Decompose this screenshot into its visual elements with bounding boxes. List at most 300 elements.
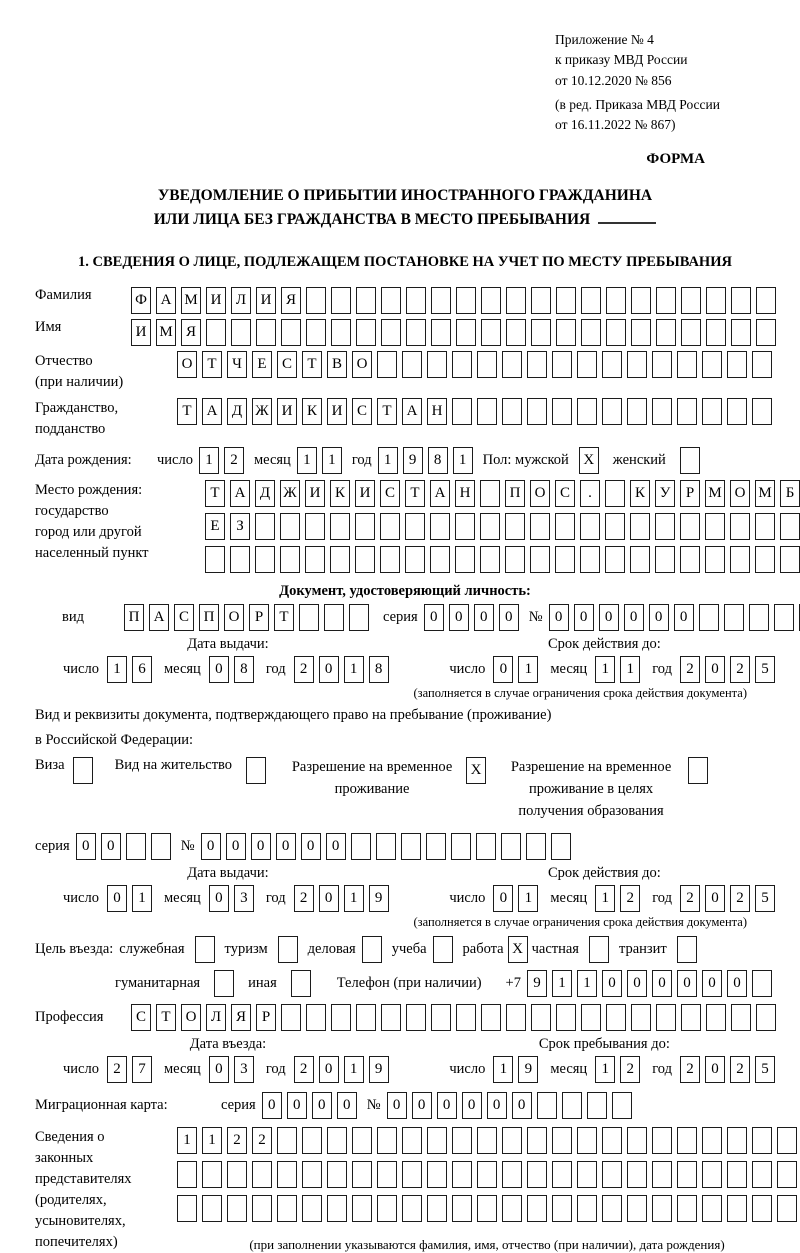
form-cell[interactable]: У (655, 480, 675, 507)
form-cell[interactable] (406, 287, 426, 314)
form-cell[interactable] (481, 319, 501, 346)
form-cell[interactable] (630, 546, 650, 573)
form-cell[interactable] (327, 1195, 347, 1222)
form-cell[interactable] (402, 1195, 422, 1222)
form-cell[interactable]: 0 (107, 885, 127, 912)
form-cell[interactable]: 0 (652, 970, 672, 997)
form-cell[interactable] (731, 287, 751, 314)
form-cell[interactable] (481, 287, 501, 314)
form-cell[interactable] (531, 319, 551, 346)
form-cell[interactable] (231, 319, 251, 346)
form-cell[interactable] (349, 604, 369, 631)
form-cell[interactable] (477, 351, 497, 378)
form-cell[interactable] (699, 604, 719, 631)
form-cell[interactable] (602, 1127, 622, 1154)
form-cell[interactable] (356, 287, 376, 314)
form-cell[interactable] (602, 398, 622, 425)
form-cell[interactable]: 0 (209, 885, 229, 912)
form-cell[interactable]: М (705, 480, 725, 507)
form-cell[interactable]: 0 (705, 1056, 725, 1083)
form-cell[interactable]: 1 (297, 447, 317, 474)
form-cell[interactable] (727, 1127, 747, 1154)
form-cell[interactable] (577, 1195, 597, 1222)
form-cell[interactable] (502, 1127, 522, 1154)
form-cell[interactable]: Л (206, 1004, 226, 1031)
form-cell[interactable] (277, 1161, 297, 1188)
form-cell[interactable]: 0 (262, 1092, 282, 1119)
form-cell[interactable] (506, 1004, 526, 1031)
form-cell[interactable]: 1 (177, 1127, 197, 1154)
form-cell[interactable] (406, 319, 426, 346)
form-cell[interactable]: И (277, 398, 297, 425)
form-cell[interactable] (605, 546, 625, 573)
form-cell[interactable] (777, 1127, 797, 1154)
form-cell[interactable] (380, 546, 400, 573)
form-cell[interactable]: М (156, 319, 176, 346)
form-cell[interactable]: 0 (462, 1092, 482, 1119)
form-cell[interactable] (126, 833, 146, 860)
form-cell[interactable] (476, 833, 496, 860)
form-cell[interactable]: Т (274, 604, 294, 631)
form-cell[interactable]: 9 (369, 885, 389, 912)
form-cell[interactable] (677, 1195, 697, 1222)
form-cell[interactable] (581, 1004, 601, 1031)
form-cell[interactable]: А (430, 480, 450, 507)
form-cell[interactable]: 0 (276, 833, 296, 860)
form-cell[interactable]: И (355, 480, 375, 507)
form-cell[interactable]: 8 (369, 656, 389, 683)
form-cell[interactable]: С (277, 351, 297, 378)
form-cell[interactable] (431, 287, 451, 314)
form-cell[interactable] (655, 513, 675, 540)
form-cell[interactable] (252, 1161, 272, 1188)
form-cell[interactable] (431, 319, 451, 346)
form-cell[interactable] (587, 1092, 607, 1119)
form-cell[interactable] (202, 1161, 222, 1188)
form-cell[interactable]: 1 (620, 656, 640, 683)
form-cell[interactable]: И (206, 287, 226, 314)
form-cell[interactable]: А (202, 398, 222, 425)
form-cell[interactable]: З (230, 513, 250, 540)
form-cell[interactable] (302, 1127, 322, 1154)
form-cell[interactable]: 0 (201, 833, 221, 860)
form-cell[interactable] (627, 1161, 647, 1188)
form-cell[interactable]: 0 (574, 604, 594, 631)
form-cell[interactable] (255, 513, 275, 540)
form-cell[interactable] (252, 1195, 272, 1222)
form-cell[interactable]: И (256, 287, 276, 314)
form-cell[interactable] (655, 546, 675, 573)
form-cell[interactable] (680, 546, 700, 573)
form-cell[interactable]: 0 (312, 1092, 332, 1119)
form-cell[interactable] (427, 351, 447, 378)
form-cell[interactable] (406, 1004, 426, 1031)
form-cell[interactable] (502, 1161, 522, 1188)
form-cell[interactable] (405, 513, 425, 540)
form-cell[interactable]: 1 (595, 885, 615, 912)
form-cell[interactable] (627, 351, 647, 378)
form-cell[interactable] (627, 398, 647, 425)
form-cell[interactable] (677, 1127, 697, 1154)
form-cell[interactable] (506, 319, 526, 346)
form-cell[interactable] (705, 513, 725, 540)
form-cell[interactable] (656, 287, 676, 314)
form-cell[interactable] (577, 351, 597, 378)
form-cell[interactable]: 6 (132, 656, 152, 683)
form-cell[interactable] (612, 1092, 632, 1119)
form-cell[interactable]: 0 (674, 604, 694, 631)
form-cell[interactable] (552, 1195, 572, 1222)
form-cell[interactable] (531, 287, 551, 314)
form-cell[interactable]: К (630, 480, 650, 507)
form-cell[interactable] (477, 398, 497, 425)
form-cell[interactable] (702, 351, 722, 378)
form-cell[interactable] (605, 480, 625, 507)
form-cell[interactable] (631, 319, 651, 346)
form-cell[interactable] (324, 604, 344, 631)
form-cell[interactable] (356, 319, 376, 346)
form-cell[interactable] (705, 546, 725, 573)
form-cell[interactable]: К (330, 480, 350, 507)
form-cell[interactable] (305, 546, 325, 573)
form-cell[interactable] (752, 1127, 772, 1154)
form-cell[interactable]: С (131, 1004, 151, 1031)
form-cell[interactable] (752, 1195, 772, 1222)
form-cell[interactable]: М (755, 480, 775, 507)
form-cell[interactable] (502, 351, 522, 378)
form-cell[interactable]: 1 (378, 447, 398, 474)
form-cell[interactable]: П (505, 480, 525, 507)
form-cell[interactable] (577, 1127, 597, 1154)
form-cell[interactable] (677, 1161, 697, 1188)
form-cell[interactable] (302, 1161, 322, 1188)
form-cell[interactable]: 2 (227, 1127, 247, 1154)
form-cell[interactable]: 2 (680, 1056, 700, 1083)
form-cell[interactable] (151, 833, 171, 860)
form-cell[interactable]: 0 (209, 1056, 229, 1083)
form-cell[interactable] (527, 1161, 547, 1188)
form-cell[interactable]: 0 (326, 833, 346, 860)
form-cell[interactable] (780, 546, 800, 573)
form-cell[interactable]: 0 (337, 1092, 357, 1119)
form-cell[interactable] (505, 546, 525, 573)
form-cell[interactable]: А (149, 604, 169, 631)
form-cell[interactable] (555, 513, 575, 540)
form-cell[interactable]: С (352, 398, 372, 425)
form-cell[interactable] (402, 351, 422, 378)
form-cell[interactable] (552, 351, 572, 378)
form-cell[interactable]: О (530, 480, 550, 507)
form-cell[interactable]: 3 (234, 885, 254, 912)
form-cell[interactable] (581, 319, 601, 346)
form-cell[interactable] (605, 513, 625, 540)
checkbox-purpose-business[interactable] (362, 936, 382, 963)
form-cell[interactable]: О (352, 351, 372, 378)
form-cell[interactable] (177, 1195, 197, 1222)
form-cell[interactable]: 1 (322, 447, 342, 474)
form-cell[interactable]: Б (780, 480, 800, 507)
form-cell[interactable] (352, 1195, 372, 1222)
form-cell[interactable] (355, 513, 375, 540)
form-cell[interactable]: 0 (387, 1092, 407, 1119)
form-cell[interactable]: 0 (209, 656, 229, 683)
checkbox-purpose-private[interactable] (589, 936, 609, 963)
form-cell[interactable]: А (402, 398, 422, 425)
form-cell[interactable] (602, 1195, 622, 1222)
form-cell[interactable] (756, 1004, 776, 1031)
form-cell[interactable] (351, 833, 371, 860)
form-cell[interactable] (427, 1161, 447, 1188)
form-cell[interactable] (527, 1195, 547, 1222)
checkbox-gender-female[interactable] (680, 447, 700, 474)
form-cell[interactable] (327, 1161, 347, 1188)
form-cell[interactable] (606, 287, 626, 314)
form-cell[interactable]: Я (281, 287, 301, 314)
form-cell[interactable] (452, 398, 472, 425)
form-cell[interactable]: Р (680, 480, 700, 507)
form-cell[interactable] (552, 1127, 572, 1154)
form-cell[interactable]: 0 (627, 970, 647, 997)
form-cell[interactable]: 0 (727, 970, 747, 997)
form-cell[interactable] (630, 513, 650, 540)
form-cell[interactable] (556, 319, 576, 346)
form-cell[interactable] (606, 1004, 626, 1031)
form-cell[interactable]: Е (205, 513, 225, 540)
form-cell[interactable]: 0 (412, 1092, 432, 1119)
form-cell[interactable] (552, 1161, 572, 1188)
form-cell[interactable]: Ж (252, 398, 272, 425)
form-cell[interactable] (299, 604, 319, 631)
form-cell[interactable] (330, 546, 350, 573)
form-cell[interactable]: 0 (702, 970, 722, 997)
form-cell[interactable]: А (230, 480, 250, 507)
form-cell[interactable]: 8 (234, 656, 254, 683)
form-cell[interactable] (527, 351, 547, 378)
form-cell[interactable]: 0 (449, 604, 469, 631)
form-cell[interactable] (652, 398, 672, 425)
form-cell[interactable] (681, 319, 701, 346)
form-cell[interactable] (727, 398, 747, 425)
form-cell[interactable]: 0 (319, 885, 339, 912)
form-cell[interactable] (281, 1004, 301, 1031)
form-cell[interactable] (652, 1161, 672, 1188)
form-cell[interactable]: Я (231, 1004, 251, 1031)
form-cell[interactable]: К (302, 398, 322, 425)
form-cell[interactable]: Т (202, 351, 222, 378)
form-cell[interactable]: 0 (705, 885, 725, 912)
form-cell[interactable] (305, 513, 325, 540)
form-cell[interactable] (530, 546, 550, 573)
form-cell[interactable]: 1 (595, 1056, 615, 1083)
form-cell[interactable] (580, 546, 600, 573)
form-cell[interactable] (530, 513, 550, 540)
form-cell[interactable]: Т (156, 1004, 176, 1031)
form-cell[interactable] (480, 546, 500, 573)
form-cell[interactable]: 0 (287, 1092, 307, 1119)
form-cell[interactable] (527, 398, 547, 425)
form-cell[interactable] (706, 287, 726, 314)
form-cell[interactable] (205, 546, 225, 573)
form-cell[interactable]: 0 (487, 1092, 507, 1119)
form-cell[interactable] (426, 833, 446, 860)
form-cell[interactable] (227, 1161, 247, 1188)
form-cell[interactable]: Т (177, 398, 197, 425)
form-cell[interactable] (627, 1195, 647, 1222)
form-cell[interactable] (430, 513, 450, 540)
form-cell[interactable] (277, 1127, 297, 1154)
checkbox-purpose-official[interactable] (195, 936, 215, 963)
form-cell[interactable]: 1 (344, 1056, 364, 1083)
form-cell[interactable] (405, 546, 425, 573)
form-cell[interactable]: Ф (131, 287, 151, 314)
form-cell[interactable]: 1 (107, 656, 127, 683)
form-cell[interactable] (455, 513, 475, 540)
form-cell[interactable] (652, 1127, 672, 1154)
form-cell[interactable] (480, 513, 500, 540)
form-cell[interactable]: 0 (101, 833, 121, 860)
form-cell[interactable] (255, 546, 275, 573)
form-cell[interactable]: П (124, 604, 144, 631)
form-cell[interactable] (731, 319, 751, 346)
form-cell[interactable] (280, 546, 300, 573)
form-cell[interactable]: 0 (437, 1092, 457, 1119)
form-cell[interactable] (652, 1195, 672, 1222)
form-cell[interactable] (377, 1195, 397, 1222)
form-cell[interactable] (330, 513, 350, 540)
form-cell[interactable] (206, 319, 226, 346)
form-cell[interactable] (551, 833, 571, 860)
form-cell[interactable] (506, 287, 526, 314)
form-cell[interactable] (552, 398, 572, 425)
form-cell[interactable]: 0 (602, 970, 622, 997)
form-cell[interactable]: 2 (680, 885, 700, 912)
form-cell[interactable] (306, 319, 326, 346)
form-cell[interactable]: 2 (730, 885, 750, 912)
form-cell[interactable]: 1 (518, 885, 538, 912)
checkbox-purpose-work[interactable]: X (508, 936, 528, 963)
form-cell[interactable]: 1 (577, 970, 597, 997)
form-cell[interactable] (724, 604, 744, 631)
form-cell[interactable]: Ж (280, 480, 300, 507)
form-cell[interactable] (777, 1195, 797, 1222)
form-cell[interactable] (752, 1161, 772, 1188)
form-cell[interactable] (656, 1004, 676, 1031)
form-cell[interactable] (606, 319, 626, 346)
form-cell[interactable] (627, 1127, 647, 1154)
form-cell[interactable] (727, 1195, 747, 1222)
form-cell[interactable]: 5 (755, 885, 775, 912)
form-cell[interactable] (752, 351, 772, 378)
form-cell[interactable] (702, 1195, 722, 1222)
form-cell[interactable] (331, 1004, 351, 1031)
form-cell[interactable] (727, 1161, 747, 1188)
form-cell[interactable] (602, 1161, 622, 1188)
form-cell[interactable] (302, 1195, 322, 1222)
form-cell[interactable]: 1 (202, 1127, 222, 1154)
form-cell[interactable] (580, 513, 600, 540)
form-cell[interactable] (680, 513, 700, 540)
form-cell[interactable] (477, 1127, 497, 1154)
form-cell[interactable] (527, 1127, 547, 1154)
form-cell[interactable]: О (181, 1004, 201, 1031)
form-cell[interactable] (452, 1195, 472, 1222)
checkbox-visa[interactable] (73, 757, 93, 784)
form-cell[interactable] (402, 1161, 422, 1188)
checkbox-gender-male[interactable]: X (579, 447, 599, 474)
form-cell[interactable]: 1 (595, 656, 615, 683)
form-cell[interactable] (706, 1004, 726, 1031)
form-cell[interactable]: 0 (493, 656, 513, 683)
checkbox-purpose-humanitarian[interactable] (214, 970, 234, 997)
form-cell[interactable]: А (156, 287, 176, 314)
form-cell[interactable] (402, 1127, 422, 1154)
form-cell[interactable] (577, 1161, 597, 1188)
form-cell[interactable]: 0 (649, 604, 669, 631)
form-cell[interactable]: 9 (403, 447, 423, 474)
form-cell[interactable]: 8 (428, 447, 448, 474)
form-cell[interactable] (752, 970, 772, 997)
form-cell[interactable] (777, 1161, 797, 1188)
form-cell[interactable]: Ч (227, 351, 247, 378)
form-cell[interactable]: 2 (730, 1056, 750, 1083)
form-cell[interactable]: Т (377, 398, 397, 425)
form-cell[interactable] (730, 513, 750, 540)
form-cell[interactable] (352, 1127, 372, 1154)
form-cell[interactable] (555, 546, 575, 573)
form-cell[interactable] (451, 833, 471, 860)
form-cell[interactable]: О (730, 480, 750, 507)
form-cell[interactable] (477, 1161, 497, 1188)
form-cell[interactable]: Л (231, 287, 251, 314)
form-cell[interactable] (602, 351, 622, 378)
form-cell[interactable] (681, 1004, 701, 1031)
form-cell[interactable] (502, 1195, 522, 1222)
form-cell[interactable]: П (199, 604, 219, 631)
form-cell[interactable]: 1 (344, 656, 364, 683)
form-cell[interactable]: 2 (224, 447, 244, 474)
form-cell[interactable] (377, 1161, 397, 1188)
form-cell[interactable]: 0 (76, 833, 96, 860)
form-cell[interactable] (756, 319, 776, 346)
form-cell[interactable] (452, 1161, 472, 1188)
form-cell[interactable] (455, 546, 475, 573)
checkbox-purpose-study[interactable] (433, 936, 453, 963)
form-cell[interactable] (456, 1004, 476, 1031)
form-cell[interactable]: Т (405, 480, 425, 507)
form-cell[interactable] (381, 319, 401, 346)
form-cell[interactable] (749, 604, 769, 631)
form-cell[interactable] (452, 1127, 472, 1154)
form-cell[interactable] (481, 1004, 501, 1031)
form-cell[interactable]: С (555, 480, 575, 507)
form-cell[interactable] (774, 604, 794, 631)
form-cell[interactable]: И (327, 398, 347, 425)
form-cell[interactable] (427, 1195, 447, 1222)
form-cell[interactable] (376, 833, 396, 860)
form-cell[interactable] (631, 287, 651, 314)
form-cell[interactable]: 9 (527, 970, 547, 997)
form-cell[interactable] (356, 1004, 376, 1031)
form-cell[interactable]: 2 (294, 1056, 314, 1083)
form-cell[interactable] (331, 319, 351, 346)
form-cell[interactable] (377, 351, 397, 378)
form-cell[interactable] (706, 319, 726, 346)
checkbox-purpose-tourism[interactable] (278, 936, 298, 963)
form-cell[interactable]: 0 (251, 833, 271, 860)
checkbox-purpose-transit[interactable] (677, 936, 697, 963)
form-cell[interactable]: 0 (499, 604, 519, 631)
form-cell[interactable] (431, 1004, 451, 1031)
